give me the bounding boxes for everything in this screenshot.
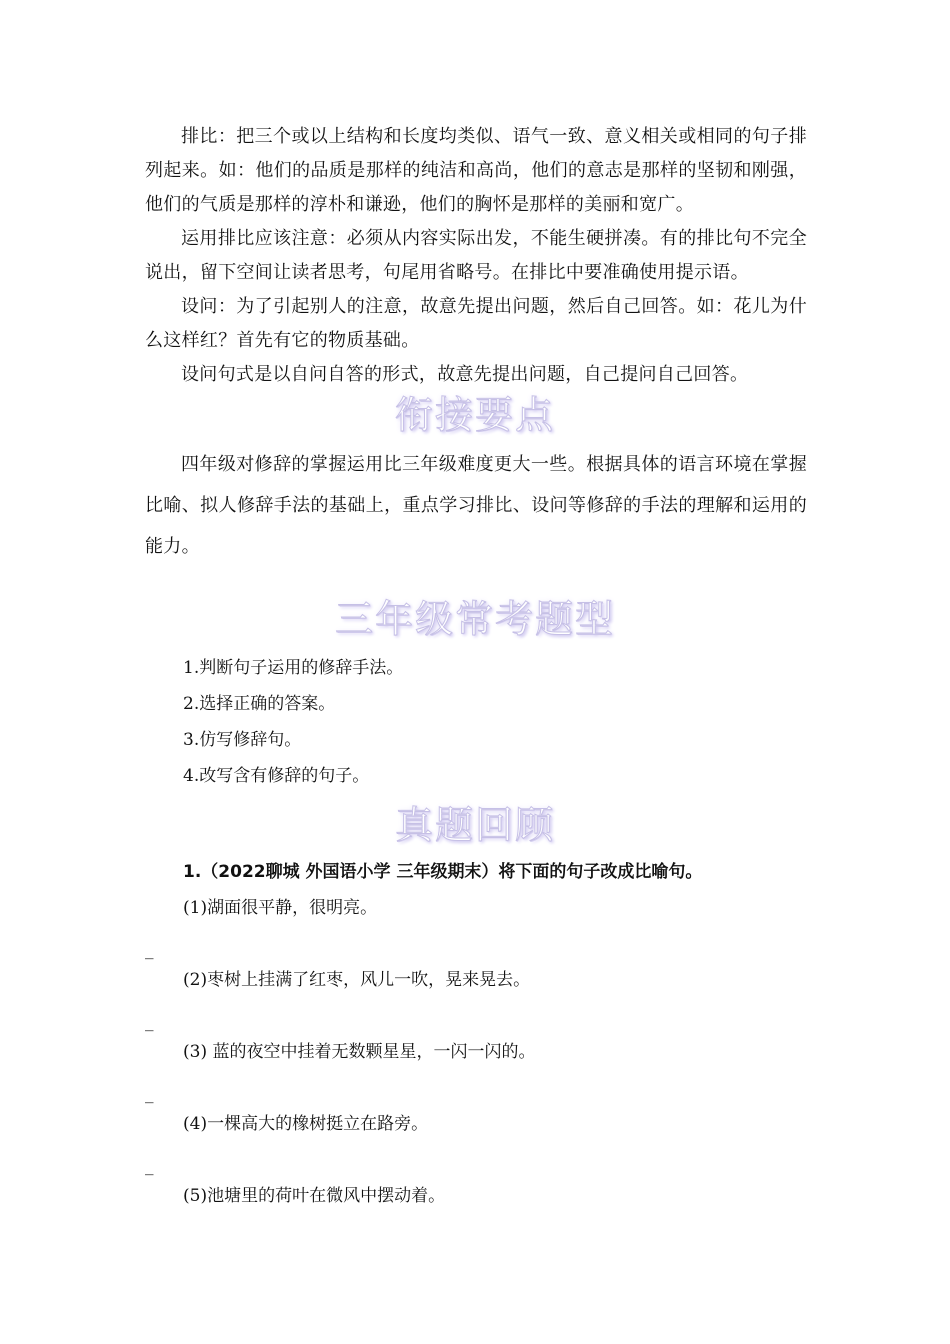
question-type-item: 1.判断句子运用的修辞手法。	[183, 658, 404, 678]
question-1-item: (3) 蓝的夜空中挂着无数颗星星，一闪一闪的。	[183, 1042, 536, 1062]
paragraph-shewen: 设问：为了引起别人的注意，故意先提出问题，然后自己回答。如：花儿为什么这样红？首先有它的物质基础。	[145, 296, 807, 351]
intro-text	[145, 120, 807, 392]
section-heading-past-exams: 真题回顾	[394, 803, 555, 847]
question-type-item: 4.改写含有修辞的句子。	[183, 766, 370, 786]
question-1-title: 1.（2022聊城 外国语小学 三年级期末）将下面的句子改成比喻句。	[183, 862, 703, 882]
answer-line[interactable]: _	[145, 940, 154, 960]
section-heading-link-points: 衔接要点	[394, 393, 555, 437]
paragraph-paibi-notes: 运用排比应该注意：必须从内容实际出发，不能生硬拼凑。有的排比句不完全说出，留下空间让读者思考，句尾用省略号。在排比中要准确使用提示语。	[145, 228, 807, 283]
section-heading-question-types: 三年级常考题型	[334, 597, 615, 641]
paragraph-link-points: 四年级对修辞的掌握运用比三年级难度更大一些。根据具体的语言环境在掌握比喻、拟人修辞手法的基础上，重点学习排比、设问等修辞的手法的理解和运用的能力。	[145, 454, 807, 557]
question-1-item: (4)一棵高大的橡树挺立在路旁。	[183, 1114, 429, 1134]
question-type-item: 2.选择正确的答案。	[183, 694, 336, 714]
answer-line[interactable]: _	[145, 1012, 154, 1032]
answer-line[interactable]: _	[145, 1084, 154, 1104]
question-1-item: (2)枣树上挂满了红枣，风儿一吹，晃来晃去。	[183, 970, 531, 990]
paragraph-shewen-form: 设问句式是以自问自答的形式，故意先提出问题，自己提问自己回答。	[181, 364, 749, 385]
question-1-item: (1)湖面很平静，很明亮。	[183, 898, 378, 918]
answer-line[interactable]: _	[145, 1156, 154, 1176]
paragraph-paibi: 排比：把三个或以上结构和长度均类似、语气一致、意义相关或相同的句子排列起来。如：他们的品质是那样的纯洁和高尚，他们的意志是那样的坚韧和刚强，他们的气质是那样的淳朴和谦逊，他们的胸怀是那样的美丽和宽广。	[145, 126, 807, 215]
question-type-item: 3.仿写修辞句。	[183, 730, 302, 750]
question-1-item: (5)池塘里的荷叶在微风中摆动着。	[183, 1186, 446, 1206]
link-points-text	[145, 444, 807, 567]
